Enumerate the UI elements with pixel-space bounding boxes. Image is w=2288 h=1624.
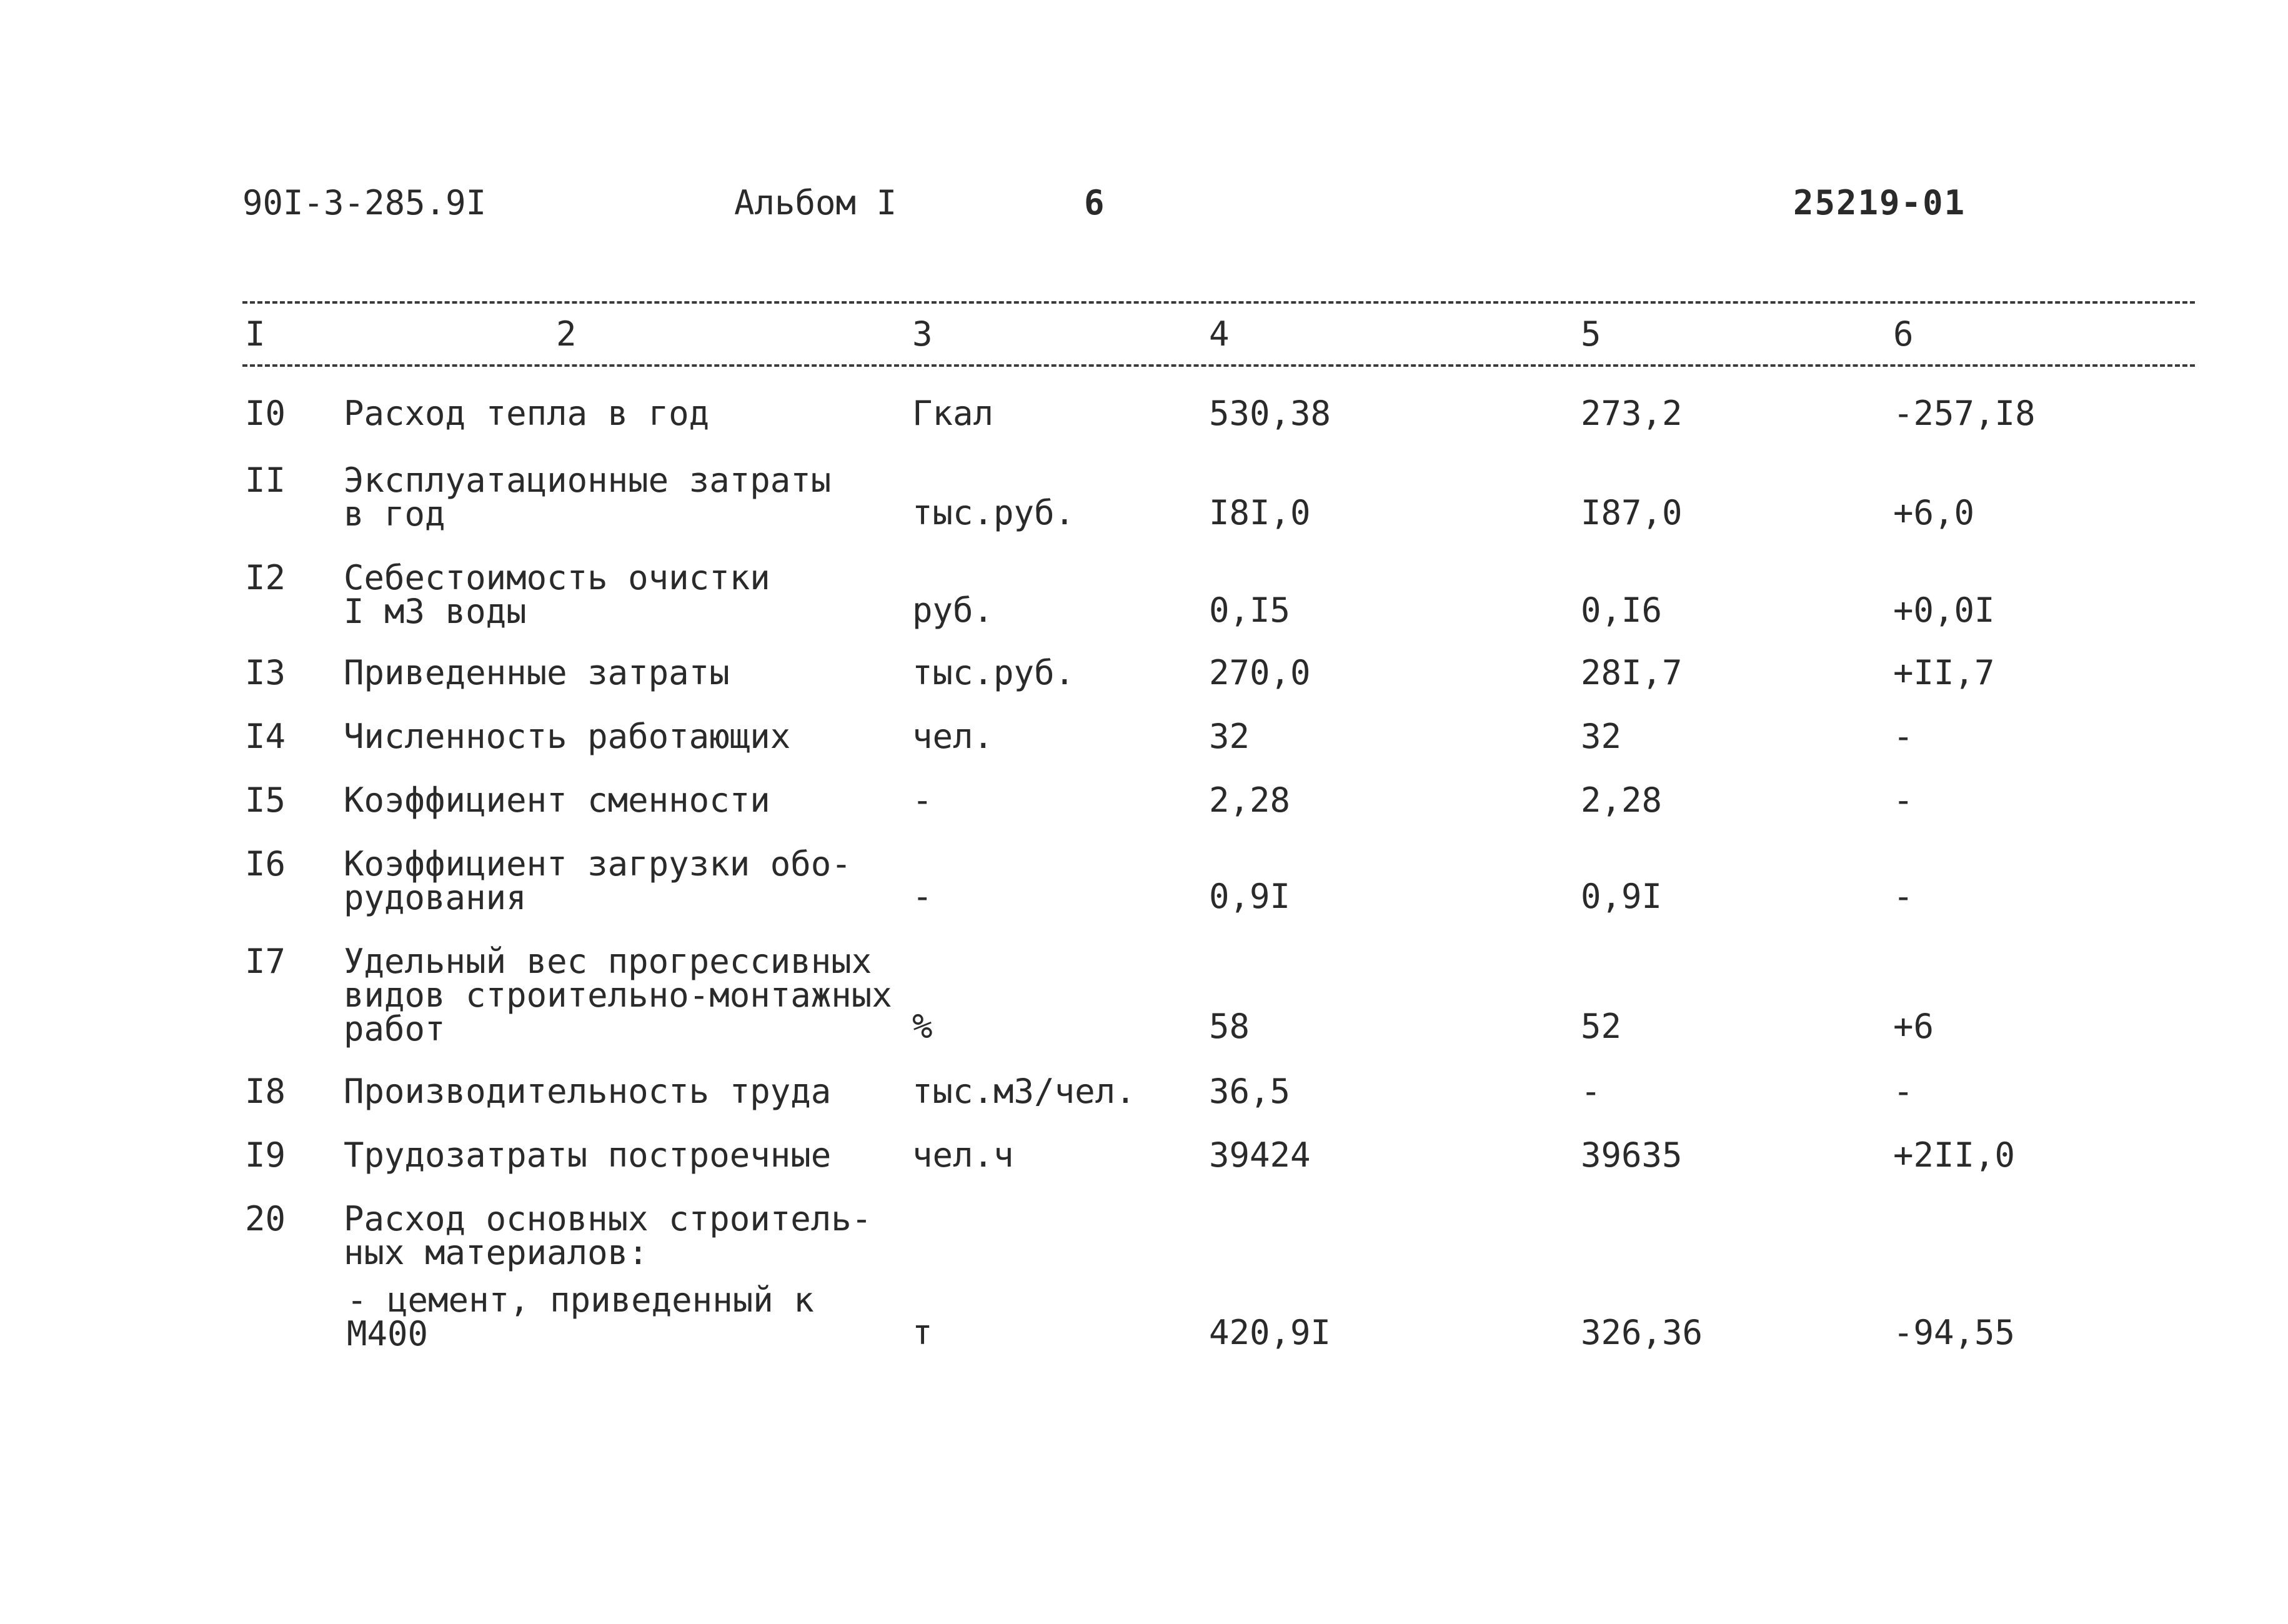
row-name: Численность работающих xyxy=(344,717,791,756)
page-number: 6 xyxy=(1084,183,1105,222)
row-value-5: 326,36 xyxy=(1581,1313,1703,1352)
row-value-4: 32 xyxy=(1209,717,1250,756)
row-name: Коэффициент сменности xyxy=(344,780,770,820)
row-name: Приведенные затраты xyxy=(344,653,730,692)
row-unit: чел.ч xyxy=(912,1135,1014,1175)
row-name: Производительность труда xyxy=(344,1072,832,1111)
row-number: 20 xyxy=(245,1199,286,1238)
row-number: I6 xyxy=(245,844,286,884)
row-value-5: 2,28 xyxy=(1581,780,1663,820)
row-value-4: 36,5 xyxy=(1209,1072,1291,1111)
row-number: I0 xyxy=(245,394,286,433)
column-header-5: 5 xyxy=(1581,314,1601,354)
row-value-6: - xyxy=(1893,717,1914,756)
row-unit: - xyxy=(912,877,933,916)
row-name: Расход основных строитель- ных материалов: xyxy=(344,1199,872,1272)
row-number: I8 xyxy=(245,1072,286,1111)
column-header-1: I xyxy=(245,314,266,354)
row-value-6: +II,7 xyxy=(1893,653,1995,692)
row-unit: тыс.руб. xyxy=(912,493,1075,532)
row-number: I5 xyxy=(245,780,286,820)
row-value-5: 0,9I xyxy=(1581,877,1663,916)
row-number: I3 xyxy=(245,653,286,692)
album-label: Альбом I xyxy=(734,183,897,222)
row-value-4: I8I,0 xyxy=(1209,493,1311,532)
column-header-2: 2 xyxy=(556,314,577,354)
row-unit: тыс.м3/чел. xyxy=(912,1072,1136,1111)
row-value-4: 0,I5 xyxy=(1209,590,1291,630)
row-value-4: 0,9I xyxy=(1209,877,1291,916)
row-value-4: 58 xyxy=(1209,1007,1250,1046)
row-value-6: +6,0 xyxy=(1893,493,1975,532)
row-name: Трудозатраты построечные xyxy=(344,1135,832,1175)
row-number: I2 xyxy=(245,558,286,597)
row-value-5: 28I,7 xyxy=(1581,653,1683,692)
row-name: - цемент, приведенный к М400 xyxy=(347,1280,814,1353)
inventory-stamp: 25219-01 xyxy=(1793,183,1966,222)
row-value-4: 270,0 xyxy=(1209,653,1311,692)
row-value-5: 273,2 xyxy=(1581,394,1683,433)
table-header-rule xyxy=(242,364,2195,367)
row-name: Эксплуатационные затраты в год xyxy=(344,461,832,534)
row-number: I9 xyxy=(245,1135,286,1175)
row-unit: - xyxy=(912,780,933,820)
row-value-4: 530,38 xyxy=(1209,394,1331,433)
row-value-6: -94,55 xyxy=(1893,1313,2016,1352)
row-number: I4 xyxy=(245,717,286,756)
row-number: I7 xyxy=(245,942,286,981)
row-value-6: -257,I8 xyxy=(1893,394,2036,433)
row-value-6: - xyxy=(1893,780,1914,820)
row-value-6: +6 xyxy=(1893,1007,1934,1046)
column-header-6: 6 xyxy=(1893,314,1914,354)
row-value-5: 0,I6 xyxy=(1581,590,1663,630)
row-value-4: 39424 xyxy=(1209,1135,1311,1175)
row-value-5: - xyxy=(1581,1072,1601,1111)
row-value-5: 32 xyxy=(1581,717,1622,756)
row-value-5: I87,0 xyxy=(1581,493,1683,532)
row-value-6: - xyxy=(1893,1072,1914,1111)
row-name: Коэффициент загрузки обо- рудования xyxy=(344,844,852,917)
row-value-5: 52 xyxy=(1581,1007,1622,1046)
column-header-4: 4 xyxy=(1209,314,1230,354)
row-unit: % xyxy=(912,1007,933,1046)
row-number: II xyxy=(245,461,286,500)
row-unit: чел. xyxy=(912,717,994,756)
row-value-4: 2,28 xyxy=(1209,780,1291,820)
row-unit: руб. xyxy=(912,590,994,630)
row-unit: тыс.руб. xyxy=(912,653,1075,692)
row-unit: т xyxy=(912,1313,933,1352)
row-value-5: 39635 xyxy=(1581,1135,1683,1175)
row-value-6: +0,0I xyxy=(1893,590,1995,630)
row-value-6: +2II,0 xyxy=(1893,1135,2016,1175)
row-name: Расход тепла в год xyxy=(344,394,710,433)
row-value-6: - xyxy=(1893,877,1914,916)
table-top-rule xyxy=(242,301,2195,304)
row-value-4: 420,9I xyxy=(1209,1313,1331,1352)
row-name: Себестоимость очистки I м3 воды xyxy=(344,558,770,631)
document-code: 90I-3-285.9I xyxy=(242,183,487,222)
row-unit: Гкал xyxy=(912,394,994,433)
column-header-3: 3 xyxy=(912,314,933,354)
row-name: Удельный вес прогрессивных видов строительно-монтажных работ xyxy=(344,942,892,1049)
